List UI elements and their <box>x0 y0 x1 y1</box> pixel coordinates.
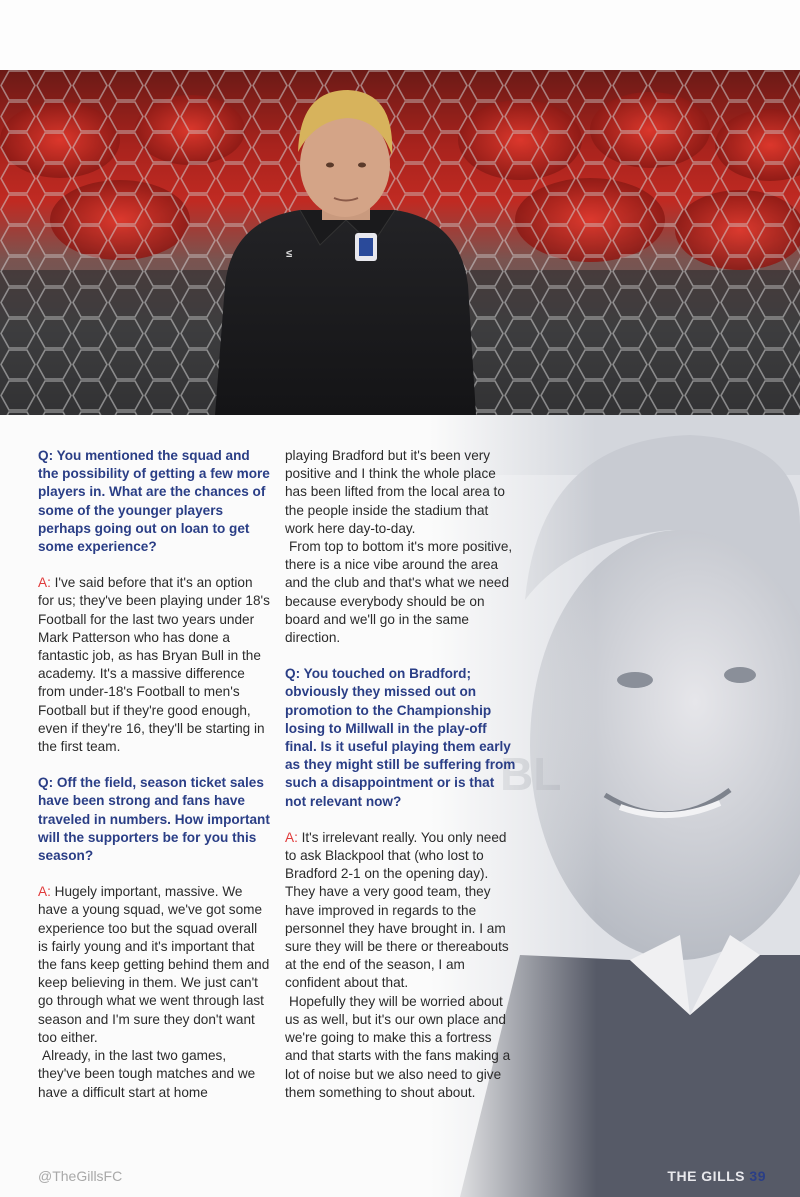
page-top-margin <box>0 0 800 70</box>
question-loan: Q: You mentioned the squad and the possibility of getting a few more players in. What are the chances of some of the younger players perhaps going out on loan to get some experience? <box>38 448 270 555</box>
answer-bradford-cont: Hopefully they will be worried about us as well, but it's our own place and we're going to make this a fortress and that starts with the fans making a lot of noise but we also need to give them something to shout about. <box>285 993 511 1100</box>
answer-bradford <box>285 829 517 993</box>
answer-marker: A: <box>38 575 51 591</box>
article-column-left <box>38 447 270 1102</box>
article-column-middle <box>285 447 517 1102</box>
answer-supporters <box>38 883 270 1047</box>
svg-text:≤: ≤ <box>286 248 293 260</box>
answer-supporters-cont2: playing Bradford but it's been very positive and I think the whole place has been lifted from the local area to the people inside the stadium that work here day-to-day. <box>285 448 505 536</box>
answer-text: Hugely important, massive. We have a young squad, we've got some experience too but the squad overall is fairly young and it's important that the fans keep getting behind them and keep believing in them. We just can't go through what we went through last season and I'm sure they don't want too either. <box>38 884 270 1045</box>
answer-marker: A: <box>38 884 51 900</box>
question-bradford: Q: You touched on Bradford; obviously they missed out on promotion to the Championship losing to Millwall in the play-off final. Is it useful playing them early as they might still be suffering from such a disappointment or is that not relevant now? <box>285 666 516 809</box>
twitter-handle: @TheGillsFC <box>38 1168 123 1184</box>
question-supporters: Q: Off the field, season ticket sales have been strong and fans have traveled in numbers. How important will the supporters be for you this season? <box>38 775 270 864</box>
hero-illustration <box>0 70 800 415</box>
answer-loan <box>38 574 270 756</box>
hero-photo <box>0 70 800 415</box>
page-footer <box>667 1168 766 1184</box>
page-number: 39 <box>749 1168 766 1184</box>
answer-supporters-cont: Already, in the last two games, they've been tough matches and we have a difficult start at home <box>38 1048 256 1100</box>
magazine-title: THE GILLS <box>667 1168 746 1184</box>
answer-supporters-cont3: From top to bottom it's more positive, there is a nice vibe around the area and the club and that's what we need because everybody should be on board and we'll go in the same direction. <box>285 539 513 646</box>
answer-marker: A: <box>285 829 298 845</box>
answer-text: It's irrelevant really. You only need to ask Blackpool that (who lost to Bradford 2-1 on the opening day). They have a very good team, they have improved in regards to the personnel they have brought in. I am sure they will be there or thereabouts at the end of the season, I am confident about that. <box>285 829 509 991</box>
answer-text: I've said before that it's an option for us; they've been playing under 18's Football for the last two years under Mark Patterson who has done a fantastic job, as has Bryan Bull in the academy. It's a massive difference from under-18's Football to men's Football but if they're good enough, even if they're 16, they'll be starting in the first team. <box>38 575 270 755</box>
